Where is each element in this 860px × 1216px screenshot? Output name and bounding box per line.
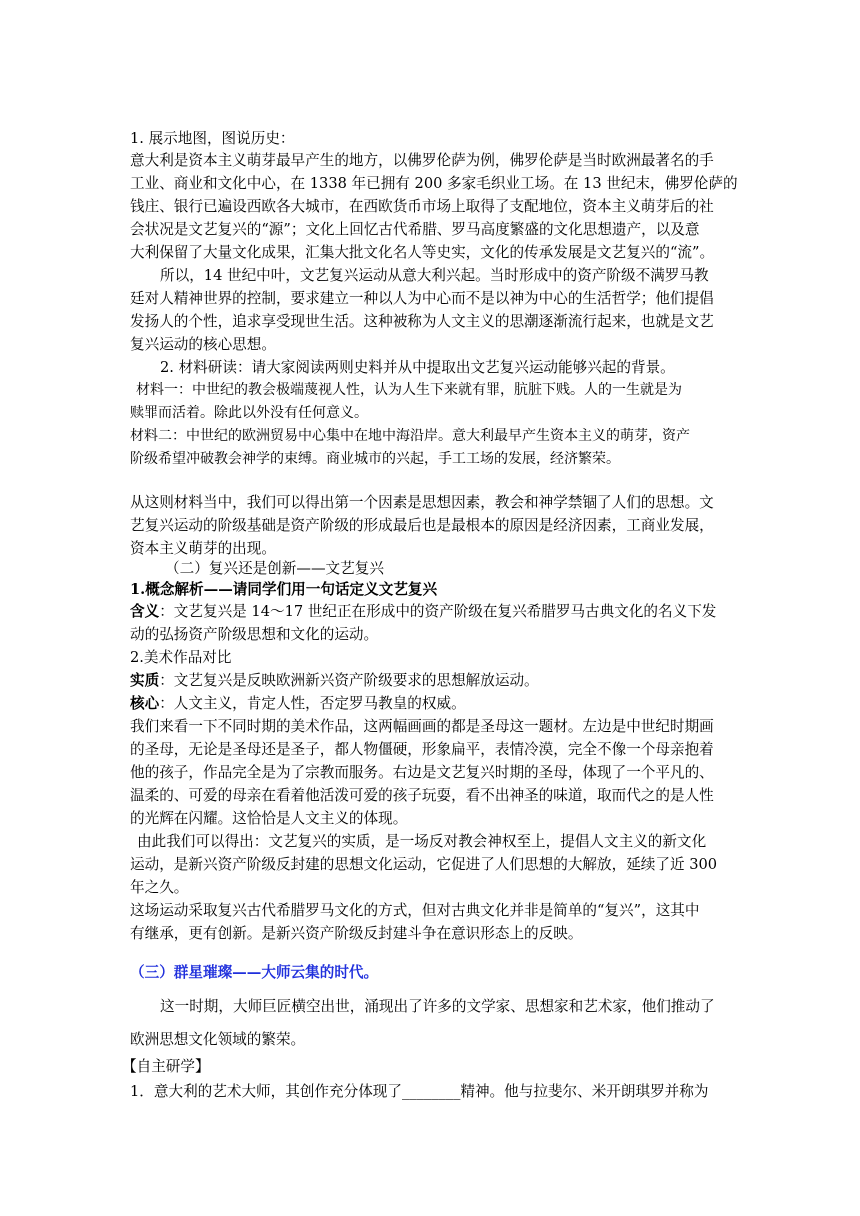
- paragraph-line: 意大利是资本主义萌芽最早产生的地方，以佛罗伦萨为例，佛罗伦萨是当时欧洲最著名的手: [130, 152, 714, 169]
- conclusion-line: 资本主义萌芽的出现。: [130, 540, 276, 557]
- paragraph-line: 复兴运动的核心思想。: [130, 336, 276, 353]
- art-comparison-heading: 2.美术作品对比: [130, 649, 232, 666]
- material-two-line: 阶级希望冲破教会神学的束缚。商业城市的兴起，手工工场的发展，经济繁荣。: [130, 451, 620, 467]
- core-line: [130, 693, 466, 714]
- section1-heading: 1. 展示地图，图说历史：: [130, 130, 295, 147]
- paragraph-line: 会状况是文艺复兴的“源”；文化上回忆古代希腊、罗马高度繁盛的文化思想遗产，以及意: [130, 221, 700, 238]
- paragraph-line: 的圣母，无论是圣母还是圣子，都人物僵硬，形象扁平，表情冷漠，完全不像一个母亲抱着: [130, 741, 714, 758]
- section3-heading: （三）群星璀璨——大师云集的时代。: [130, 964, 379, 981]
- paragraph-line: 廷对人精神世界的控制，要求建立一种以人为中心而不是以神为中心的生活哲学；他们提倡: [130, 290, 714, 307]
- self-study-heading: 【自主研学】: [122, 1058, 210, 1075]
- paragraph-line: 的光辉在闪耀。这恰恰是人文主义的体现。: [130, 810, 408, 827]
- paragraph-line: 由此我们可以得出：文艺复兴的实质，是一场反对教会神权至上，提倡人文主义的新文化: [137, 833, 707, 850]
- material-reading-prompt: 2. 材料研读：请大家阅读两则史料并从中提取出文艺复兴运动能够兴起的背景。: [160, 359, 675, 376]
- paragraph-line: 他的孩子，作品完全是为了宗教而服务。右边是文艺复兴时期的圣母，体现了一个平凡的、: [130, 764, 714, 781]
- material-one-line: 材料一：中世纪的教会极端蔑视人性，认为人生下来就有罪，肮脏下贱。人的一生就是为: [136, 382, 682, 398]
- material-one-line: 赎罪而活着。除此以外没有任何意义。: [130, 405, 368, 421]
- paragraph-line: 钱庄、银行已遍设西欧各大城市，在西欧货币市场上取得了支配地位，资本主义萌芽后的社: [130, 198, 714, 215]
- essence-text: ：文艺复兴是反映欧洲新兴资产阶级要求的思想解放运动。: [159, 672, 539, 689]
- question-line: [130, 1081, 708, 1102]
- paragraph-line: 这一时期，大师巨匠横空出世，涌现出了许多的文学家、思想家和艺术家，他们推动了: [160, 998, 715, 1015]
- paragraph-line: 工业、商业和文化中心，在 1338 年已拥有 200 多家毛织业工场。在 13 世纪末，佛罗伦萨的: [130, 175, 738, 192]
- question-text: 精神。他与拉斐尔、米开朗琪罗并称为: [460, 1083, 709, 1100]
- paragraph-line: 运动，是新兴资产阶级反封建的思想文化运动，它促进了人们思想的大解放，延续了近 300: [130, 856, 718, 873]
- concept-analysis-prompt: 1.概念解析——请同学们用一句话定义文艺复兴: [130, 581, 438, 598]
- core-label: 核心: [130, 695, 160, 712]
- question-text: 1．意大利的艺术大师，其创作充分体现了: [130, 1083, 402, 1100]
- conclusion-line: 从这则材料当中，我们可以得出第一个因素是思想因素，教会和神学禁锢了人们的思想。文: [130, 494, 714, 511]
- paragraph-line: 大利保留了大量文化成果，汇集大批文化名人等史实，文化的传承发展是文艺复兴的“流”。: [130, 244, 715, 261]
- essence-line: [130, 670, 539, 691]
- essence-label: 实质: [130, 672, 160, 689]
- core-text: ：人文主义，肯定人性，否定罗马教皇的权威。: [159, 695, 466, 712]
- definition-label: 含义: [130, 603, 160, 620]
- paragraph-line: 发扬人的个性，追求享受现世生活。这种被称为人文主义的思潮逐渐流行起来，也就是文艺: [130, 313, 714, 330]
- paragraph-line: 欧洲思想文化领域的繁荣。: [130, 1031, 306, 1048]
- paragraph-line: 温柔的、可爱的母亲在看着他活泼可爱的孩子玩耍，看不出神圣的味道，取而代之的是人性: [130, 787, 714, 804]
- paragraph-line: 年之久。: [130, 879, 189, 896]
- definition-text: ：文艺复兴是 14～17 世纪正在形成中的资产阶级在复兴希腊罗马古典文化的名义下发: [159, 603, 717, 620]
- material-two-line: 材料二：中世纪的欧洲贸易中心集中在地中海沿岸。意大利最早产生资本主义的萌芽，资产: [130, 428, 690, 444]
- definition-line: 动的弘扬资产阶级思想和文化的运动。: [130, 626, 379, 643]
- fill-in-blank[interactable]: ________: [401, 1083, 461, 1100]
- paragraph-line: 我们来看一下不同时期的美术作品，这两幅画画的都是圣母这一题材。左边是中世纪时期画: [130, 718, 714, 735]
- definition-line: [130, 601, 716, 622]
- paragraph-line: 有继承，更有创新。是新兴资产阶级反封建斗争在意识形态上的反映。: [130, 925, 583, 942]
- paragraph-line: 这场运动采取复兴古代希腊罗马文化的方式，但对古典文化并非是简单的“复兴”，这其中: [130, 902, 700, 919]
- paragraph-line: 所以，14 世纪中叶，文艺复兴运动从意大利兴起。当时形成中的资产阶级不满罗马教: [160, 267, 709, 284]
- section2-heading: （二）复兴还是创新——文艺复兴: [165, 560, 384, 577]
- conclusion-line: 艺复兴运动的阶级基础是资产阶级的形成最后也是最根本的原因是经济因素，工商业发展，: [130, 517, 714, 534]
